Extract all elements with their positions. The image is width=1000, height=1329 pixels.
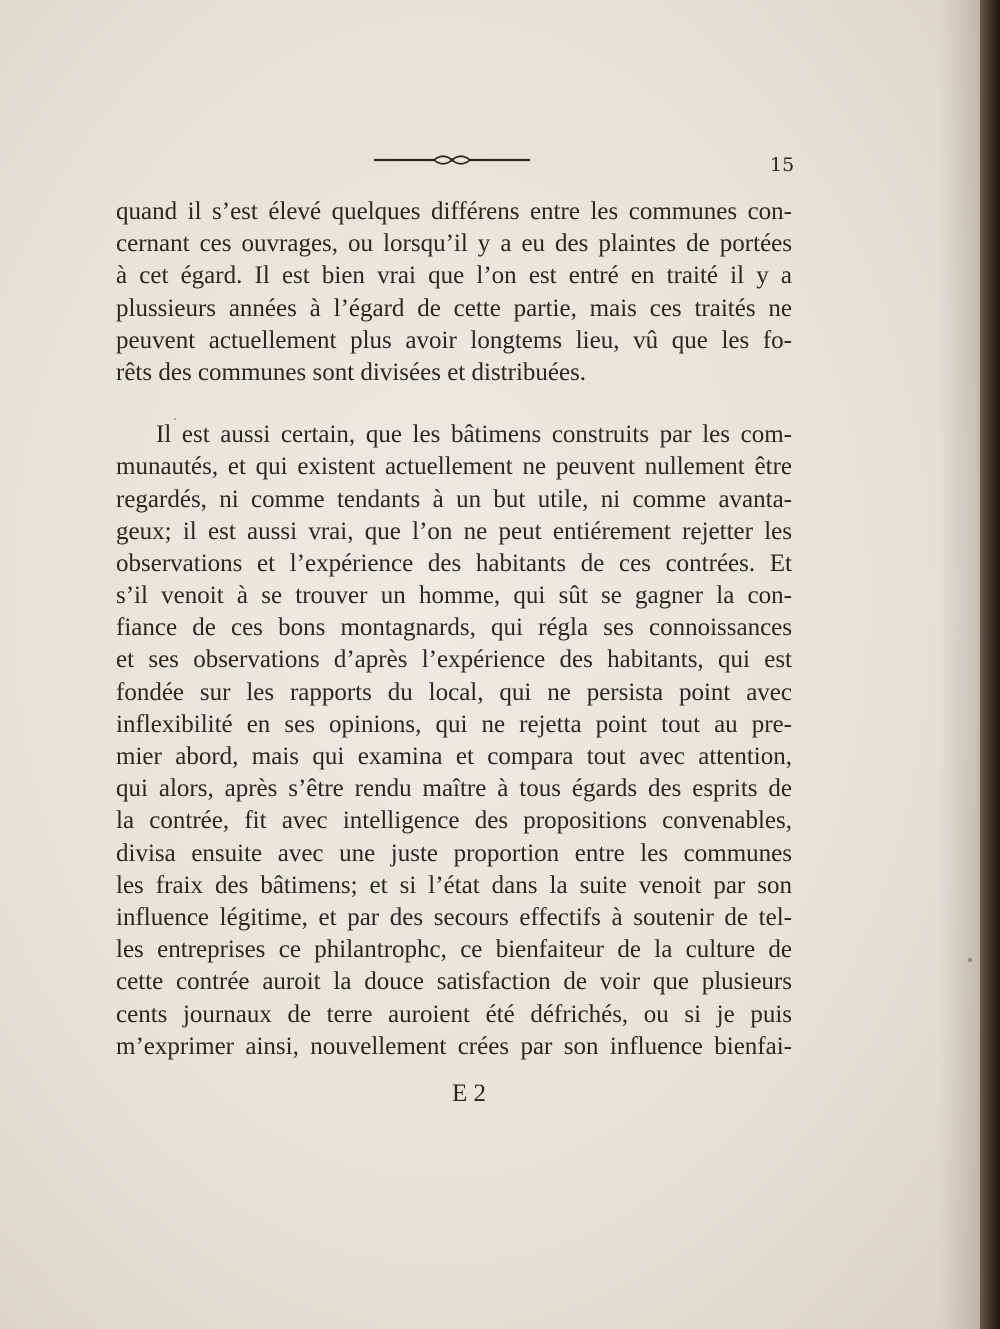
text-line: la contrée, fit avec intelligence des propositions convenables, bbox=[116, 807, 792, 835]
ornament-rule bbox=[372, 154, 532, 166]
text-line: cents journaux de terre auroient été défrichés, ou si je puis bbox=[116, 1000, 792, 1028]
signature-mark: E 2 bbox=[452, 1080, 487, 1107]
text-line: et ses observations d’après l’expérience des habitants, qui est bbox=[116, 646, 792, 674]
text-line: influence légitime, et par des secours effectifs à soutenir de tel- bbox=[116, 903, 792, 931]
paragraph-2 bbox=[116, 419, 792, 1063]
paper-speck bbox=[174, 418, 176, 420]
text-line: divisa ensuite avec une juste proportion entre les communes bbox=[116, 839, 792, 867]
text-line: rêts des communes sont divisées et distribuées. bbox=[116, 358, 587, 386]
text-line: peuvent actuellement plus avoir longtems lieu, vû que les fo- bbox=[116, 326, 792, 354]
text-line: m’exprimer ainsi, nouvellement crées par son influence bienfai- bbox=[116, 1032, 792, 1060]
paragraph-gap bbox=[116, 389, 792, 419]
text-line: plussieurs années à l’égard de cette partie, mais ces traités ne bbox=[116, 294, 792, 322]
body-text bbox=[116, 196, 792, 1063]
text-line: s’il venoit à se trouver un homme, qui sût se gagner la con- bbox=[116, 582, 792, 610]
text-line: à cet égard. Il est bien vrai que l’on est entré en traité il y a bbox=[116, 262, 792, 290]
text-line: fondée sur les rapports du local, qui ne persista point avec bbox=[116, 678, 792, 706]
text-line: les entreprises ce philantrophc, ce bienfaiteur de la culture de bbox=[116, 936, 792, 964]
paragraph-1 bbox=[116, 196, 792, 389]
text-line: inflexibilité en ses opinions, qui ne rejetta point tout au pre- bbox=[116, 710, 792, 738]
text-line: fiance de ces bons montagnards, qui régla ses connoissances bbox=[116, 614, 792, 642]
text-line: munautés, et qui existent actuellement ne peuvent nullement être bbox=[116, 453, 792, 481]
text-line: Il est aussi certain, que les bâtimens construits par les com- bbox=[156, 421, 792, 449]
text-line: quand il s’est élevé quelques différens entre les communes con- bbox=[116, 198, 792, 225]
text-line: mier abord, mais qui examina et compara tout avec attention, bbox=[116, 743, 792, 770]
text-line: regardés, ni comme tendants à un but utile, ni comme avanta- bbox=[116, 485, 792, 513]
text-line: qui alors, après s’être rendu maître à tous égards des esprits de bbox=[116, 775, 792, 803]
page-number: 15 bbox=[770, 154, 795, 176]
text-line: cernant ces ouvrages, ou lorsqu’il y a eu des plaintes de portées bbox=[116, 230, 792, 258]
text-line: geux; il est aussi vrai, que l’on ne peut entiérement rejetter les bbox=[116, 517, 792, 545]
page-fold-shadow bbox=[940, 0, 980, 1329]
text-line: les fraix des bâtimens; et si l’état dans la suite venoit par son bbox=[116, 871, 792, 899]
text-line: observations et l’expérience des habitants de ces contrées. Et bbox=[116, 549, 792, 577]
text-line: cette contrée auroit la douce satisfaction de voir que plusieurs bbox=[116, 968, 792, 996]
book-edge bbox=[980, 0, 1000, 1329]
